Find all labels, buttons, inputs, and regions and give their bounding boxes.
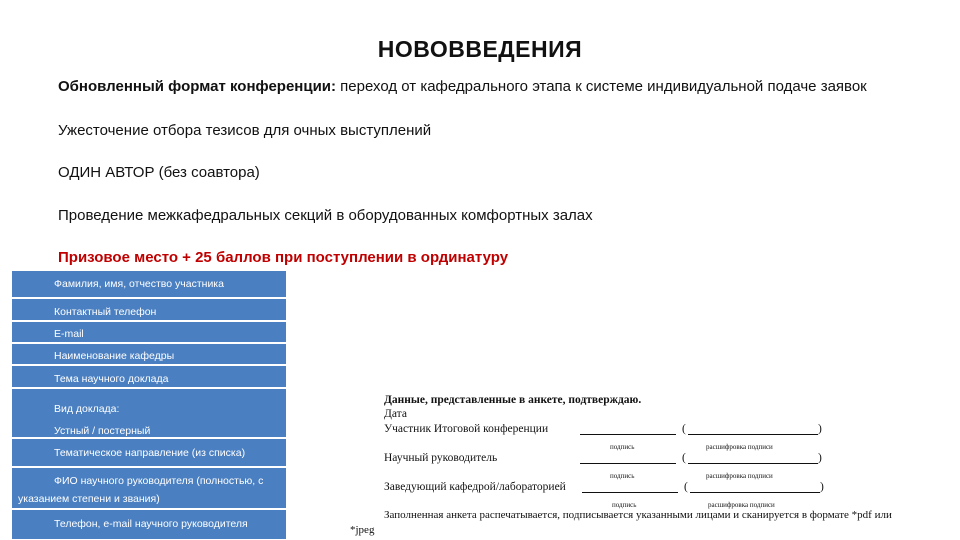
item-conference-format-text: переход от кафедрального этапа к системе индивидуальной подаче заявок — [336, 78, 867, 95]
field-department — [12, 344, 286, 366]
participant-open-paren: ( — [682, 423, 686, 435]
item-conference-format — [58, 78, 867, 95]
item-one-author: ОДИН АВТОР (без соавтора) — [58, 164, 260, 181]
head-signature-caption: подпись — [612, 501, 637, 509]
field-report-type-label: Вид доклада: — [54, 403, 120, 415]
head-open-paren: ( — [684, 481, 688, 493]
confirmation-note: Заполненная анкета распечатывается, подписывается указанными лицами и сканируется в формате *pdf или — [384, 509, 892, 521]
participant-signature-line — [580, 434, 676, 435]
field-department-label: Наименование кафедры — [54, 350, 175, 362]
field-supervisor-contacts — [12, 510, 286, 539]
field-phone — [12, 299, 286, 322]
field-report-type — [12, 389, 286, 439]
confirmation-date: Дата — [384, 408, 407, 420]
supervisor-decoding-line — [688, 463, 818, 464]
item-conference-format-label: Обновленный формат конференции: — [58, 78, 337, 95]
page-title: НОВОВВЕДЕНИЯ — [377, 36, 583, 62]
head-decoding-line — [690, 492, 820, 493]
item-selection: Ужесточение отбора тезисов для очных выступлений — [58, 122, 432, 139]
supervisor-signature-caption: подпись — [610, 472, 635, 480]
participant-decoding-line — [688, 434, 818, 435]
head-decoding-caption: расшифровка подписи — [708, 501, 775, 509]
participant-close-paren: ) — [818, 423, 822, 435]
field-topic — [12, 366, 286, 389]
supervisor-label: Научный руководитель — [384, 452, 498, 464]
field-direction — [12, 439, 286, 468]
head-label: Заведующий кафедрой/лабораторией — [384, 481, 566, 493]
confirmation-note-end: *jpeg — [350, 524, 375, 536]
field-email — [12, 322, 286, 344]
field-phone-label: Контактный телефон — [54, 306, 157, 318]
participant-signature-caption: подпись — [610, 443, 635, 451]
participant-label: Участник Итоговой конференции — [384, 423, 549, 435]
field-supervisor-label-2: указанием степени и звания) — [18, 493, 160, 505]
item-prize: Призовое место + 25 баллов при поступлении в ординатуру — [58, 249, 509, 266]
head-close-paren: ) — [820, 481, 824, 493]
field-report-type-value: Устный / постерный — [54, 425, 151, 437]
field-topic-label: Тема научного доклада — [54, 373, 169, 385]
field-email-label: E-mail — [54, 328, 84, 340]
field-supervisor-label-1: ФИО научного руководителя (полностью, с — [54, 475, 264, 487]
field-full-name-label: Фамилия, имя, отчество участника — [54, 278, 224, 290]
supervisor-close-paren: ) — [818, 452, 822, 464]
confirmation-heading: Данные, представленные в анкете, подтверждаю. — [384, 394, 642, 406]
field-supervisor — [12, 468, 286, 510]
field-supervisor-contacts-label: Телефон, e-mail научного руководителя — [54, 518, 248, 530]
supervisor-decoding-caption: расшифровка подписи — [706, 472, 773, 480]
supervisor-signature-line — [580, 463, 676, 464]
field-full-name — [12, 271, 286, 299]
item-sections: Проведение межкафедральных секций в оборудованных комфортных залах — [58, 207, 593, 224]
head-signature-line — [582, 492, 678, 493]
participant-decoding-caption: расшифровка подписи — [706, 443, 773, 451]
field-direction-label: Тематическое направление (из списка) — [54, 447, 246, 459]
supervisor-open-paren: ( — [682, 452, 686, 464]
